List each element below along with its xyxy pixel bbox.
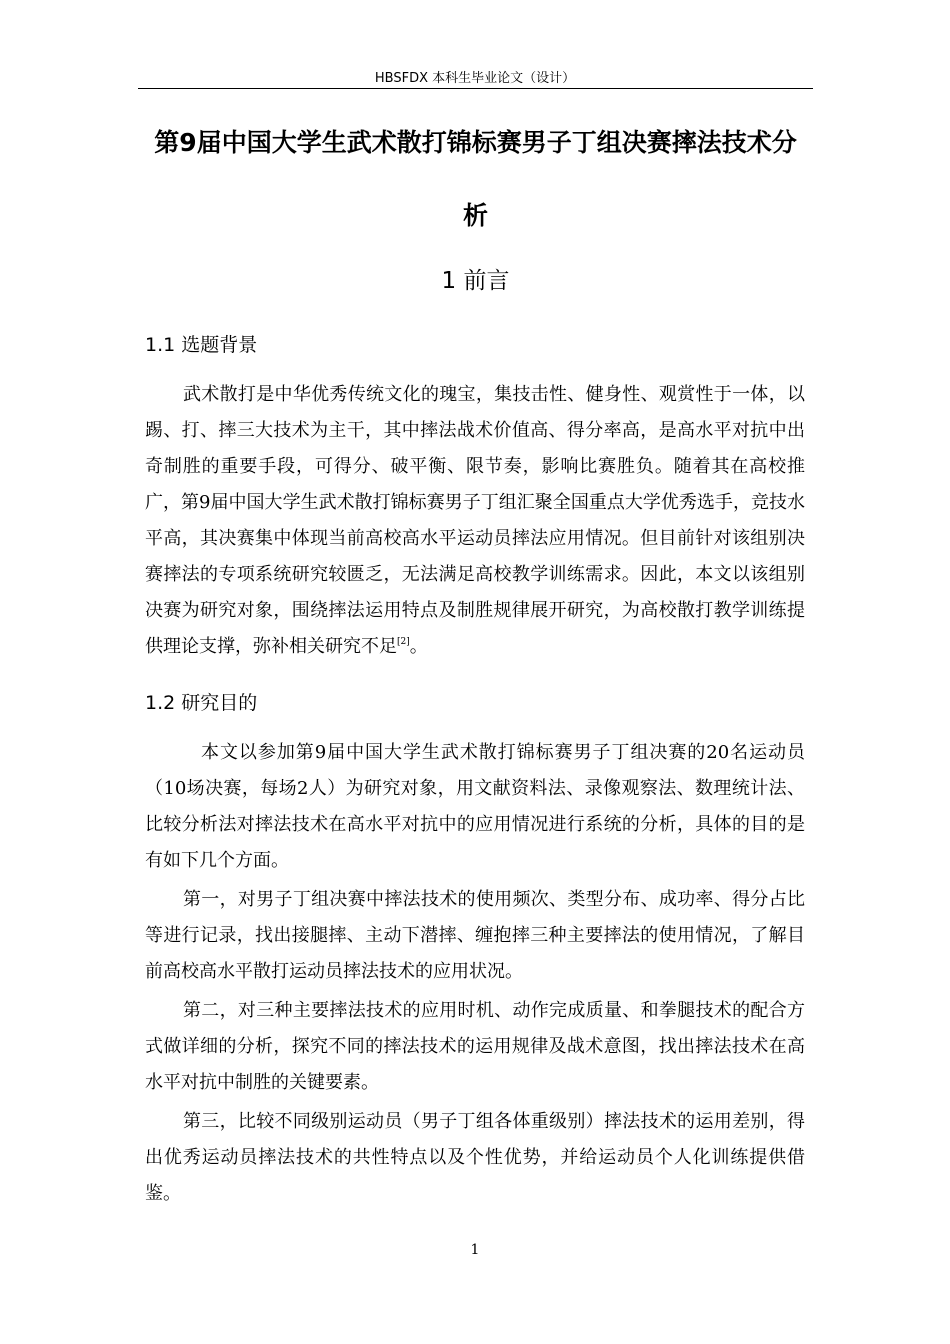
running-header: HBSFDX 本科生毕业论文（设计） xyxy=(374,71,576,86)
thesis-title-line-2: 析 xyxy=(462,201,488,230)
paragraph-objective-2: 第二，对三种主要摔法技术的应用时机、动作完成质量、和拳腿技术的配合方式做详细的分析，探究不同的摔法技术的运用规律及战术意图，找出摔法技术在高水平对抗中制胜的关键要素。 xyxy=(145,1000,805,1093)
page-number: 1 xyxy=(470,1242,480,1258)
chapter-heading: 1 前言 xyxy=(441,268,510,294)
header-divider xyxy=(138,88,813,89)
paragraph-background xyxy=(145,377,805,665)
paragraph-end-punctuation: 。 xyxy=(409,636,428,657)
paragraph-objectives-intro: 本文以参加第9届中国大学生武术散打锦标赛男子丁组决赛的20名运动员（10场决赛，每场2人）为研究对象，用文献资料法、录像观察法、数理统计法、比较分析法对摔法技术在高水平对抗中的应用情况进行系统的分析，具体的目的是有如下几个方面。 xyxy=(145,742,805,871)
paragraph-objective-1: 第一，对男子丁组决赛中摔法技术的使用频次、类型分布、成功率、得分占比等进行记录，找出接腿摔、主动下潜摔、缠抱摔三种主要摔法的使用情况，了解目前高校高水平散打运动员摔法技术的应用状况。 xyxy=(145,889,805,982)
paragraph-text: 武术散打是中华优秀传统文化的瑰宝，集技击性、健身性、观赏性于一体，以踢、打、摔三大技术为主干，其中摔法战术价值高、得分率高，是高水平对抗中出奇制胜的重要手段，可得分、破平衡、限节奏，影响比赛胜负。随着其在高校推广，第9届中国大学生武术散打锦标赛男子丁组汇聚全国重点大学优秀选手，竞技水平高，其决赛集中体现当前高校高水平运动员摔法应用情况。但目前针对该组别决赛摔法的专项系统研究较匮乏，无法满足高校教学训练需求。因此，本文以该组别决赛为研究对象，围绕摔法运用特点及制胜规律展开研究，为高校散打教学训练提供理论支撑，弥补相关研究不足 xyxy=(145,384,805,657)
thesis-title-line-1: 第9届中国大学生武术散打锦标赛男子丁组决赛摔法技术分 xyxy=(154,128,797,157)
citation-marker: [2] xyxy=(397,637,410,647)
section-heading-background: 1.1 选题背景 xyxy=(145,334,258,356)
paragraph-objective-3: 第三，比较不同级别运动员（男子丁组各体重级别）摔法技术的运用差别，得出优秀运动员摔法技术的共性特点以及个性优势，并给运动员个人化训练提供借鉴。 xyxy=(145,1111,805,1204)
section-heading-objectives: 1.2 研究目的 xyxy=(145,692,258,714)
